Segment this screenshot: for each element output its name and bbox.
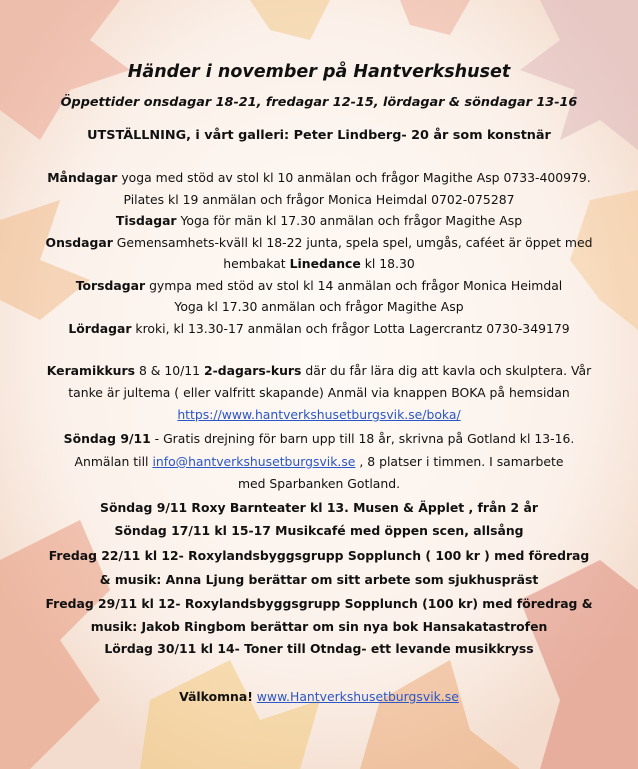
exhibition-notice: UTSTÄLLNING, i vårt galleri: Peter Lindberg- 20 år som konstnär [87, 128, 551, 143]
email-link[interactable]: info@hantverkshusetburgsvik.se [152, 454, 356, 469]
pottery-line-3: med Sparbanken Gotland. [237, 476, 401, 491]
schedule-thursday [0, 278, 638, 294]
footer-welcome-row [0, 689, 638, 705]
event-item: musik: Jakob Ringbom berättar om sin nya bok Hansakatastrofen [90, 619, 548, 634]
monday-day-label: Måndagar [47, 170, 118, 185]
pottery-date-label: Söndag 9/11 [63, 431, 151, 446]
event-item: Fredag 22/11 kl 12- Roxylandsbyggsgrupp Sopplunch ( 100 kr ) med föredrag [48, 548, 590, 563]
schedule-wednesday [0, 235, 638, 251]
wednesday-text: Gemensamhets-kväll kl 18-22 junta, spela spel, umgås, caféet är öppet med [112, 235, 593, 250]
saturday-text: kroki, kl 13.30-17 anmälan och frågor Lotta Lagercrantz 0730-349179 [131, 321, 570, 336]
pottery-line-2 [0, 454, 638, 470]
thursday-day-label: Torsdagar [75, 278, 146, 293]
event-item: Söndag 9/11 Roxy Barnteater kl 13. Musen & Äpplet , från 2 år [100, 500, 538, 515]
ceramics-label: Keramikkurs [46, 363, 135, 378]
ceramics-dates: 8 & 10/11 [135, 363, 205, 378]
ceramics-course-label: 2-dagars-kurs [204, 363, 302, 378]
website-link[interactable]: www.Hantverkshusetburgsvik.se [256, 689, 459, 704]
tuesday-day-label: Tisdagar [115, 213, 177, 228]
schedule-thursday-yoga: Yoga kl 17.30 anmälan och frågor Magithe Asp [174, 299, 464, 314]
event-item: Lördag 30/11 kl 14- Toner till Otndag- ett levande musikkryss [104, 641, 534, 656]
event-item: Fredag 29/11 kl 12- Roxylandsbyggsgrupp Sopplunch (100 kr) med föredrag & [45, 596, 593, 611]
schedule-saturday [0, 321, 638, 337]
ceramics-text-1: där du får lära dig att kavla och skulptera. Vår [301, 363, 592, 378]
pottery-text-1: - Gratis drejning för barn upp till 18 år, skrivna på Gotland kl 13-16. [150, 431, 575, 446]
tuesday-text: Yoga för män kl 17.30 anmälan och frågor Magithe Asp [176, 213, 523, 228]
pottery-line-1 [0, 431, 638, 447]
linedance-label: Linedance [289, 256, 361, 271]
saturday-day-label: Lördagar [68, 321, 132, 336]
ceramics-line-2: tanke är jultema ( eller valfritt skapande) Anmäl via knappen BOKA på hemsidan [68, 385, 570, 400]
ceramics-line-1 [0, 363, 638, 379]
schedule-wednesday-cont [0, 256, 638, 272]
welcome-text: Välkomna! [179, 689, 253, 704]
ceramics-booking-row [0, 407, 638, 423]
pottery-text-2b: , 8 platser i timmen. I samarbete [355, 454, 564, 469]
opening-hours: Öppettider onsdagar 18-21, fredagar 12-15, lördagar & söndagar 13-16 [60, 95, 578, 110]
event-item: & musik: Anna Ljung berättar om sitt arbete som sjukhuspräst [99, 572, 539, 587]
event-item: Söndag 17/11 kl 15-17 Musikcafé med öppen scen, allsång [114, 523, 524, 538]
thursday-text: gympa med stöd av stol kl 14 anmälan och frågor Monica Heimdal [145, 278, 563, 293]
wednesday-text-2: hembakat [223, 256, 290, 271]
pottery-text-2a: Anmälan till [74, 454, 153, 469]
schedule-monday [0, 170, 638, 186]
page-title: Händer i november på Hantverkshuset [127, 62, 511, 82]
monday-text: yoga med stöd av stol kl 10 anmälan och frågor Magithe Asp 0733-400979. [117, 170, 591, 185]
wednesday-day-label: Onsdagar [45, 235, 113, 250]
booking-link[interactable]: https://www.hantverkshusetburgsvik.se/boka/ [177, 407, 461, 422]
wednesday-text-3: kl 18.30 [360, 256, 415, 271]
schedule-monday-pilates: Pilates kl 19 anmälan och frågor Monica Heimdal 0702-075287 [123, 192, 515, 207]
schedule-tuesday [0, 213, 638, 229]
